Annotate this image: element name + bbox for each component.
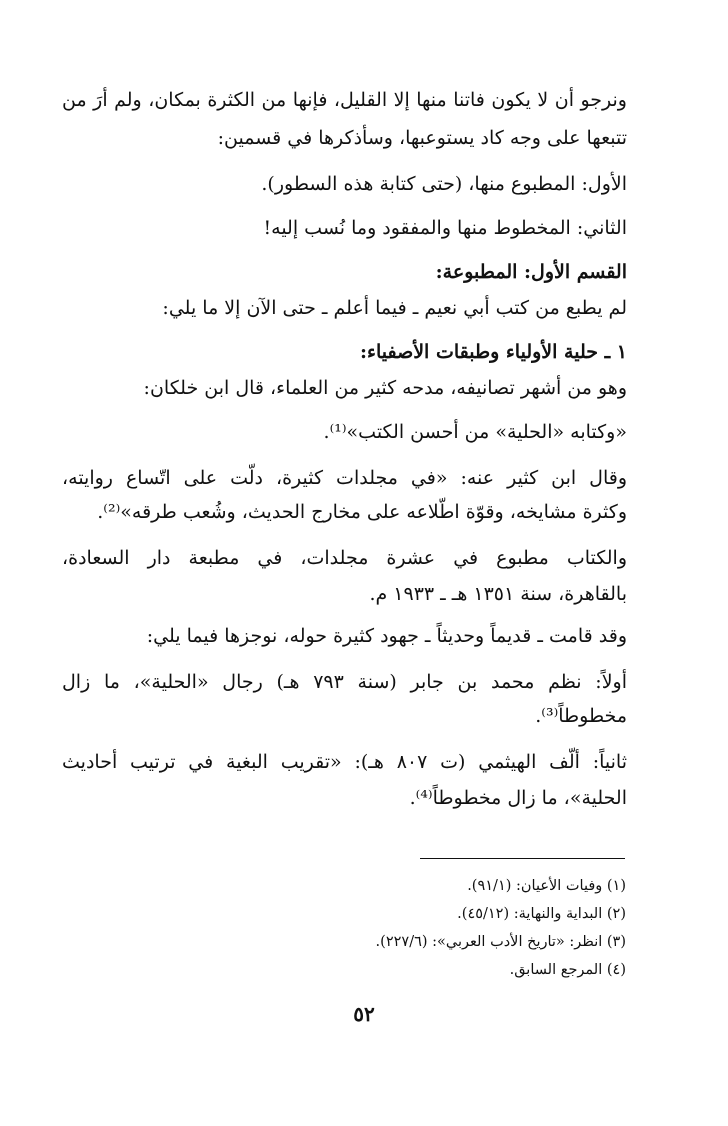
item-heading: ١ ـ حلية الأولياء وطبقات الأصفياء: — [360, 341, 627, 363]
footnote-separator — [420, 858, 625, 859]
text-line: «وكتابه «الحلية» من أحسن الكتب»⁽¹⁾. — [323, 421, 627, 443]
text-line: مخطوطاً⁽³⁾. — [535, 705, 627, 727]
footnote: (٤) المرجع السابق. — [509, 962, 626, 978]
text-line: والكتاب مطبوع في عشرة مجلدات، في مطبعة دار السعادة، — [62, 547, 627, 569]
text-line: تتبعها على وجه كاد يستوعبها، وسأذكرها في قسمين: — [217, 127, 627, 149]
text-line: لم يطبع من كتب أبي نعيم ـ فيما أعلم ـ حتى الآن إلا ما يلي: — [162, 297, 627, 319]
text-line: الحلية»، ما زال مخطوطاً⁽⁴⁾. — [409, 787, 627, 809]
footnote: (٢) البداية والنهاية: (٤٥/١٢). — [457, 906, 626, 922]
text-line: وهو من أشهر تصانيفه، مدحه كثير من العلماء، قال ابن خلكان: — [143, 377, 627, 399]
footnote: (٣) انظر: «تاريخ الأدب العربي»: (٢٢٧/٦). — [375, 934, 626, 950]
text-line: الثاني: المخطوط منها والمفقود وما نُسب إليه! — [263, 217, 627, 239]
text-line: أولاً: نظم محمد بن جابر (سنة ٧٩٣ هـ) رجال «الحلية»، ما زال — [62, 671, 627, 693]
footnote: (١) وفيات الأعيان: (٩١/١). — [467, 878, 626, 894]
page-number: ٥٢ — [353, 1002, 375, 1026]
text-line: ثانياً: ألّف الهيثمي (ت ٨٠٧ هـ): «تقريب البغية في ترتيب أحاديث — [62, 751, 627, 773]
text-line: ونرجو أن لا يكون فاتنا منها إلا القليل، فإنها من الكثرة بمكان، ولم أرَ من — [62, 89, 627, 111]
text-line: بالقاهرة، سنة ١٣٥١ هـ ـ ١٩٣٣ م. — [369, 583, 627, 605]
section-heading: القسم الأول: المطبوعة: — [435, 261, 627, 283]
text-line: وكثرة مشايخه، وقوّة اطّلاعه على مخارج الحديث، وشُعب طرقه»⁽²⁾. — [97, 501, 627, 523]
text-line: وقال ابن كثير عنه: «في مجلدات كثيرة، دلّت على اتّساع روايته، — [62, 467, 627, 489]
text-line: الأول: المطبوع منها، (حتى كتابة هذه السطور). — [261, 173, 627, 195]
text-line: وقد قامت ـ قديماً وحديثاً ـ جهود كثيرة حوله، نوجزها فيما يلي: — [146, 625, 627, 647]
